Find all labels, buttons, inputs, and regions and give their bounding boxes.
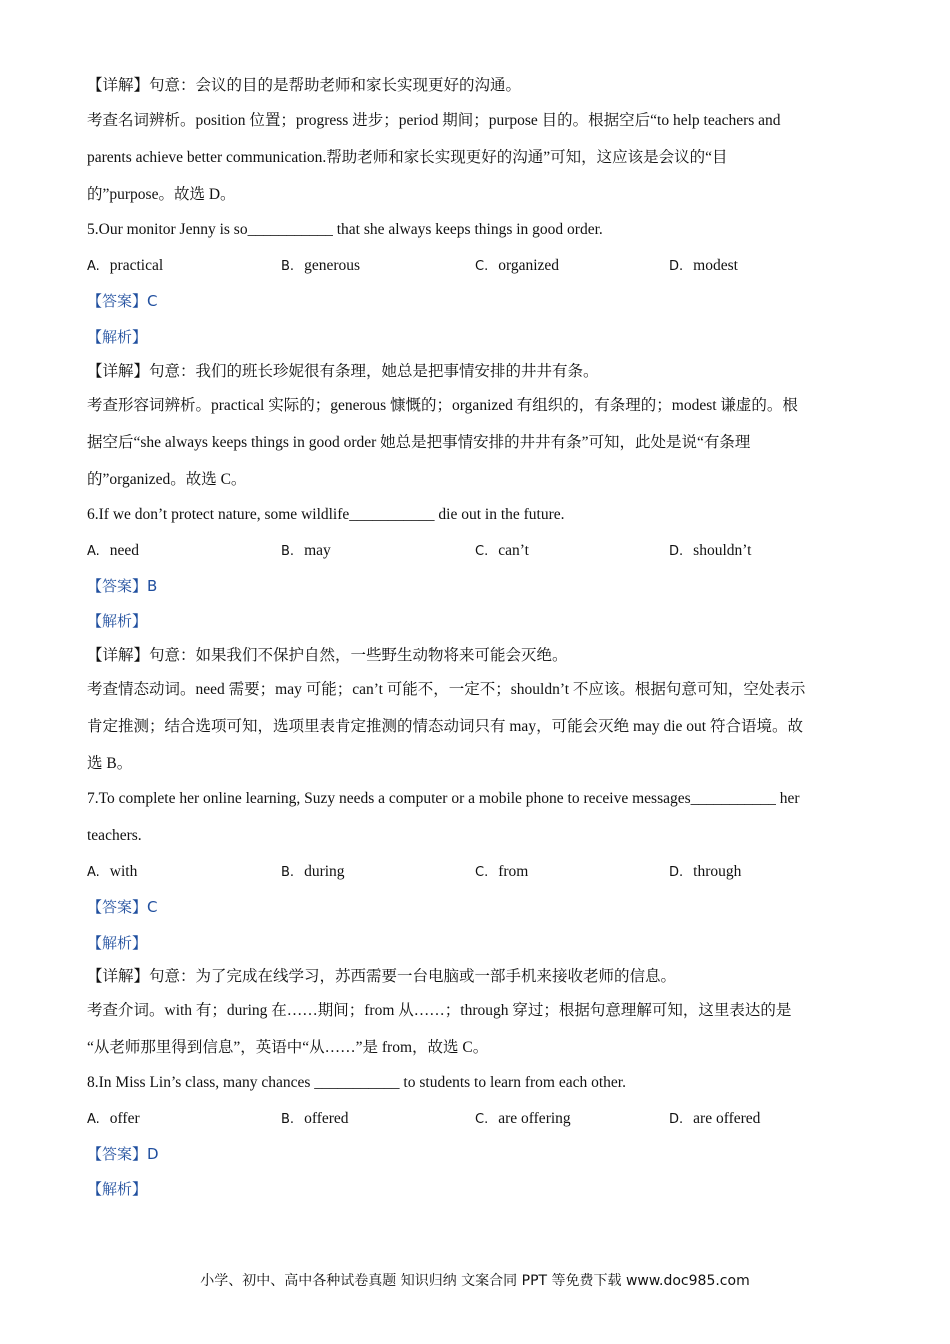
option-key: D.	[669, 259, 684, 274]
option-key: D.	[669, 544, 684, 559]
q7-option-a	[87, 862, 137, 883]
q7-detail-line-3: “从老师那里得到信息”，英语中“从……”是 from，故选 C。	[87, 1039, 489, 1056]
option-text: shouldn’t	[693, 542, 752, 559]
q5-answer: 【答案】C	[87, 292, 158, 310]
q7-analysis: 【解析】	[87, 934, 148, 952]
q4-detail-line-4: 的”purpose。故选 D。	[87, 186, 236, 203]
q6-detail-line-2: 考查情态动词。need 需要；may 可能；can’t 可能不，一定不；shouldn’t 不应该。根据句意可知，空处表示	[87, 681, 806, 698]
page-footer: 小学、初中、高中各种试卷真题 知识归纳 文案合同 PPT 等免费下载 www.doc985.com	[200, 1273, 750, 1289]
q8-analysis: 【解析】	[87, 1180, 148, 1198]
option-key: C.	[475, 259, 489, 274]
q5-option-b	[281, 256, 360, 277]
q7-stem-line-2: teachers.	[87, 827, 142, 844]
q5-option-c	[475, 256, 559, 277]
q7-option-d	[669, 862, 741, 883]
option-key: B.	[281, 865, 295, 880]
q6-option-c	[475, 541, 529, 562]
option-text: offer	[109, 1110, 140, 1127]
q8-stem: 8.In Miss Lin’s class, many chances ___________ to students to learn from each other.	[87, 1074, 626, 1091]
q5-detail-line-1: 【详解】句意：我们的班长珍妮很有条理，她总是把事情安排的井井有条。	[87, 363, 599, 380]
option-text: are offered	[693, 1110, 761, 1127]
q7-option-c	[475, 862, 528, 883]
q8-option-b	[281, 1109, 349, 1130]
option-text: with	[109, 863, 138, 880]
option-text: offered	[304, 1110, 349, 1127]
q6-option-a	[87, 541, 139, 562]
option-text: generous	[304, 257, 361, 274]
option-text: organized	[498, 257, 560, 274]
q5-stem: 5.Our monitor Jenny is so___________ that she always keeps things in good order.	[87, 221, 603, 238]
option-text: can’t	[498, 542, 529, 559]
q6-analysis: 【解析】	[87, 612, 148, 630]
q7-option-b	[281, 862, 345, 883]
q4-detail-line-3: parents achieve better communication.帮助老师和家长实现更好的沟通”可知，这应该是会议的“目	[87, 149, 728, 166]
q6-detail-line-4: 选 B。	[87, 755, 133, 772]
option-text: need	[109, 542, 140, 559]
q6-stem: 6.If we don’t protect nature, some wildlife___________ die out in the future.	[87, 506, 565, 523]
q8-option-c	[475, 1109, 571, 1130]
q6-option-d	[669, 541, 751, 562]
q6-detail-line-1: 【详解】句意：如果我们不保护自然，一些野生动物将来可能会灭绝。	[87, 647, 568, 664]
option-text: may	[304, 542, 331, 559]
q6-option-b	[281, 541, 331, 562]
option-key: D.	[669, 865, 684, 880]
option-key: D.	[669, 1112, 684, 1127]
q6-detail-line-3: 肯定推测；结合选项可知，选项里表肯定推测的情态动词只有 may，可能会灭绝 may die out 符合语境。故	[87, 718, 803, 735]
option-text: from	[498, 863, 529, 880]
q6-answer: 【答案】B	[87, 577, 158, 595]
option-text: practical	[109, 257, 164, 274]
option-text: modest	[693, 257, 738, 274]
q5-detail-line-2: 考查形容词辨析。practical 实际的；generous 慷慨的；organized 有组织的，有条理的；modest 谦虚的。根	[87, 397, 798, 414]
option-key: C.	[475, 1112, 489, 1127]
q8-option-d	[669, 1109, 760, 1130]
option-key: C.	[475, 865, 489, 880]
option-key: B.	[281, 1112, 295, 1127]
q5-option-d	[669, 256, 738, 277]
option-text: are offering	[498, 1110, 571, 1127]
q5-option-a	[87, 256, 163, 277]
q5-analysis: 【解析】	[87, 328, 148, 346]
q5-detail-line-3: 据空后“she always keeps things in good order 她总是把事情安排的井井有条”可知，此处是说“有条理	[87, 434, 751, 451]
q5-detail-line-4: 的”organized。故选 C。	[87, 471, 247, 488]
q7-answer: 【答案】C	[87, 898, 158, 916]
option-key: B.	[281, 544, 295, 559]
option-text: during	[304, 863, 345, 880]
q4-detail-line-1: 【详解】句意：会议的目的是帮助老师和家长实现更好的沟通。	[87, 77, 522, 94]
q7-stem-line-1: 7.To complete her online learning, Suzy needs a computer or a mobile phone to receive messages___________ her	[87, 790, 800, 807]
option-key: A.	[87, 259, 100, 274]
option-key: A.	[87, 865, 100, 880]
option-key: A.	[87, 1112, 100, 1127]
q8-answer: 【答案】D	[87, 1145, 159, 1163]
option-text: through	[693, 863, 742, 880]
q7-detail-line-2: 考查介词。with 有；during 在……期间；from 从……；through 穿过；根据句意理解可知，这里表达的是	[87, 1002, 792, 1019]
option-key: C.	[475, 544, 489, 559]
option-key: B.	[281, 259, 295, 274]
q8-option-a	[87, 1109, 140, 1130]
option-key: A.	[87, 544, 100, 559]
q7-detail-line-1: 【详解】句意：为了完成在线学习，苏西需要一台电脑或一部手机来接收老师的信息。	[87, 968, 677, 985]
q4-detail-line-2: 考查名词辨析。position 位置；progress 进步；period 期间；purpose 目的。根据空后“to help teachers and	[87, 112, 781, 129]
